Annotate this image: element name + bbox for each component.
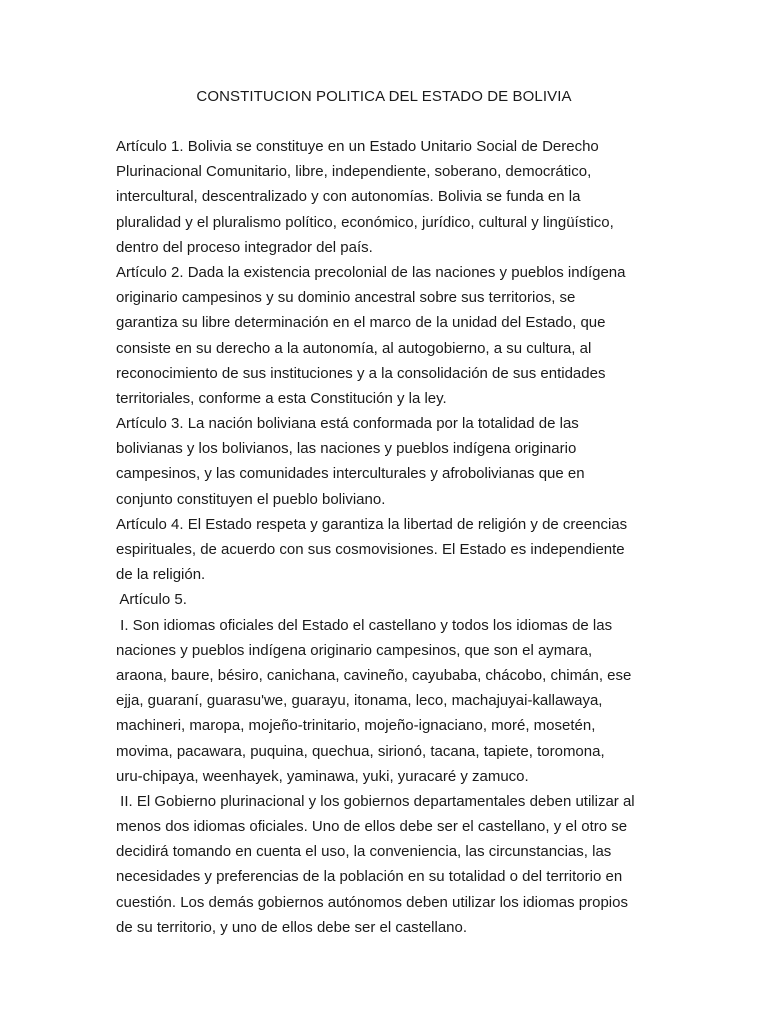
text-line: ejja, guaraní, guarasu'we, guarayu, itonama, leco, machajuyai-kallawaya,	[116, 692, 603, 710]
text-line: de la religión.	[116, 566, 206, 584]
text-line: cuestión. Los demás gobiernos autónomos deben utilizar los idiomas propios	[116, 893, 628, 911]
text-line: consiste en su derecho a la autonomía, al autogobierno, a su cultura, al	[116, 339, 592, 357]
text-line: movima, pacawara, puquina, quechua, sirionó, tacana, tapiete, toromona,	[116, 742, 605, 760]
text-line: Artículo 5.	[116, 591, 187, 609]
text-line: bolivianas y los bolivianos, las naciones y pueblos indígena originario	[116, 440, 577, 458]
text-line: machineri, maropa, mojeño-trinitario, mojeño-ignaciano, moré, mosetén,	[116, 717, 596, 735]
text-line: campesinos, y las comunidades interculturales y afrobolivianas que en	[116, 465, 585, 483]
text-line: uru-chipaya, weenhayek, yaminawa, yuki, yuracaré y zamuco.	[116, 767, 529, 785]
text-line: originario campesinos y su dominio ancestral sobre sus territorios, se	[116, 289, 576, 307]
text-line: conjunto constituyen el pueblo boliviano.	[116, 490, 386, 508]
text-line: naciones y pueblos indígena originario campesinos, que son el aymara,	[116, 641, 593, 659]
text-line: necesidades y preferencias de la población en su totalidad o del territorio en	[116, 868, 623, 886]
text-line: menos dos idiomas oficiales. Uno de ellos debe ser el castellano, y el otro se	[116, 818, 628, 836]
text-line: Artículo 1. Bolivia se constituye en un Estado Unitario Social de Derecho	[116, 138, 599, 155]
text-line: dentro del proceso integrador del país.	[116, 238, 373, 256]
text-line: garantiza su libre determinación en el marco de la unidad del Estado, que	[116, 314, 606, 332]
text-line: intercultural, descentralizado y con autonomías. Bolivia se funda en la	[116, 188, 581, 206]
text-line: araona, baure, bésiro, canichana, cavineño, cayubaba, chácobo, chimán, ese	[116, 666, 632, 684]
text-line: Plurinacional Comunitario, libre, independiente, soberano, democrático,	[116, 163, 592, 181]
document-title: CONSTITUCION POLITICA DEL ESTADO DE BOLIVIA	[196, 88, 572, 105]
text-line: territoriales, conforme a esta Constitución y la ley.	[116, 389, 447, 407]
text-line: II. El Gobierno plurinacional y los gobiernos departamentales deben utilizar al	[116, 792, 635, 810]
text-line: Artículo 2. Dada la existencia precolonial de las naciones y pueblos indígena	[116, 263, 626, 281]
text-line: pluralidad y el pluralismo político, económico, jurídico, cultural y lingüístico,	[116, 213, 614, 231]
text-line: espirituales, de acuerdo con sus cosmovisiones. El Estado es independiente	[116, 541, 625, 558]
text-line: Artículo 4. El Estado respeta y garantiza la libertad de religión y de creencias	[116, 515, 628, 533]
text-line: Artículo 3. La nación boliviana está conformada por la totalidad de las	[116, 415, 579, 433]
text-line: decidirá tomando en cuenta el uso, la conveniencia, las circunstancias, las	[116, 843, 612, 861]
text-line: I. Son idiomas oficiales del Estado el castellano y todos los idiomas de las	[116, 616, 613, 634]
text-line: de su territorio, y uno de ellos debe ser el castellano.	[116, 918, 468, 936]
document-body	[116, 134, 656, 940]
text-line: reconocimiento de sus instituciones y a la consolidación de sus entidades	[116, 364, 606, 382]
